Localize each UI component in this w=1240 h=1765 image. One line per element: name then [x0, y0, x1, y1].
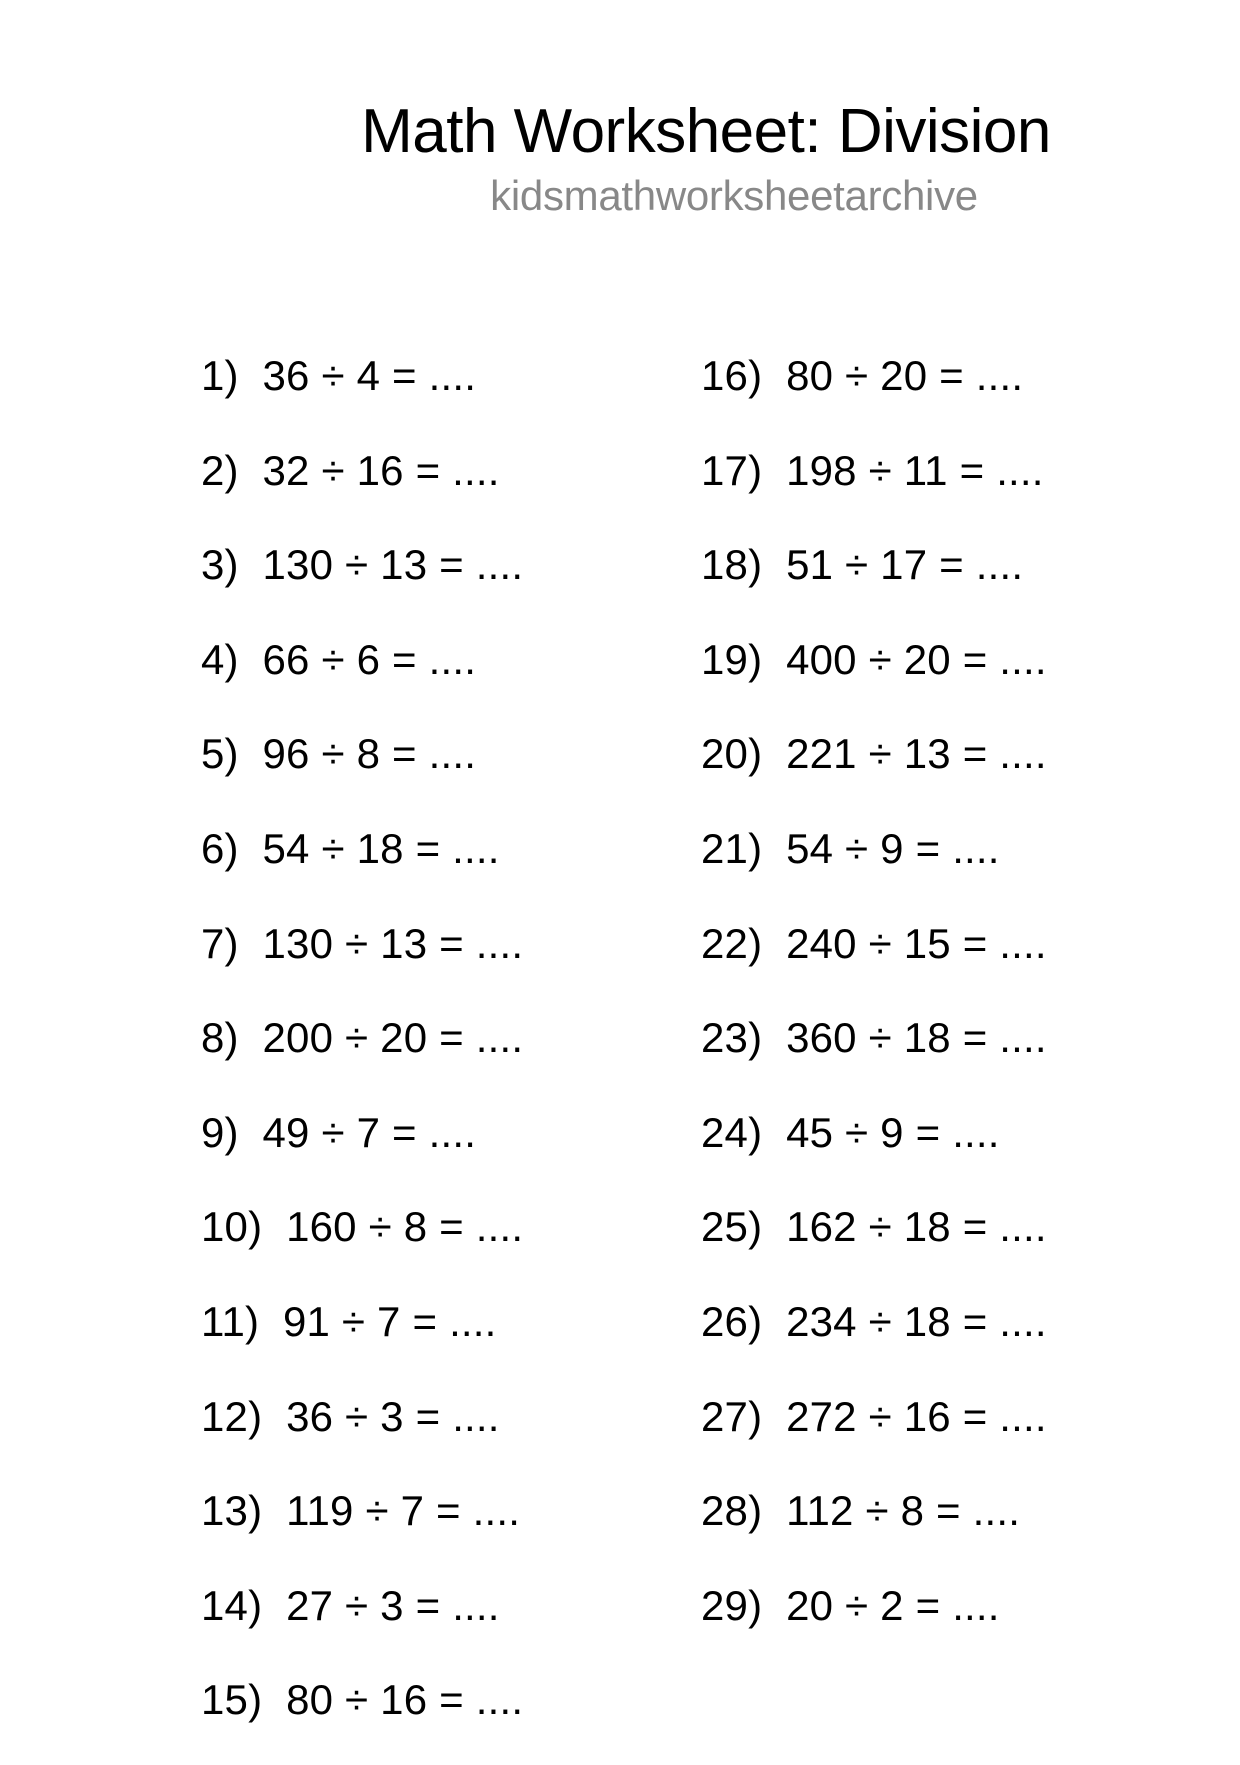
problem-item: [701, 819, 1047, 914]
problem-number: 15): [201, 1676, 263, 1724]
problem-item: [701, 1387, 1047, 1482]
problem-item: [201, 819, 523, 914]
problem-item: [201, 1103, 523, 1198]
problem-number: 23): [701, 1014, 763, 1062]
problem-item: [701, 1197, 1047, 1292]
problem-number: 26): [701, 1297, 763, 1345]
problem-expression: 160 ÷ 8 = ....: [286, 1203, 524, 1251]
problem-number: 29): [701, 1581, 763, 1629]
problem-item: [201, 441, 523, 536]
problem-expression: 66 ÷ 6 = ....: [262, 635, 477, 683]
problem-expression: 45 ÷ 9 = ....: [786, 1108, 1000, 1156]
problem-number: 17): [701, 446, 763, 494]
problem-item: [201, 630, 523, 725]
problem-number: 22): [701, 919, 763, 967]
problem-number: 12): [201, 1392, 263, 1440]
problem-item: [201, 535, 523, 630]
problem-item: [201, 724, 523, 819]
problem-number: 6): [201, 824, 239, 872]
worksheet-title: Math Worksheet: Division: [361, 97, 1051, 166]
problem-item: [701, 535, 1047, 630]
problem-item: [201, 1008, 523, 1103]
problem-item: [701, 1103, 1047, 1198]
problem-number: 11): [201, 1297, 260, 1345]
problem-number: 3): [201, 541, 239, 589]
problem-expression: 162 ÷ 18 = ....: [786, 1203, 1047, 1251]
problem-item: [201, 1292, 523, 1387]
problem-item: [701, 346, 1047, 441]
problem-number: 21): [701, 824, 763, 872]
problem-expression: 119 ÷ 7 = ....: [286, 1487, 521, 1535]
problem-number: 1): [201, 352, 239, 399]
problem-number: 28): [701, 1487, 763, 1535]
problem-expression: 96 ÷ 8 = ....: [262, 730, 477, 778]
problem-expression: 80 ÷ 16 = ....: [286, 1676, 524, 1724]
problem-item: [201, 1387, 523, 1482]
problem-expression: 36 ÷ 4 = ....: [262, 352, 477, 399]
problem-expression: 54 ÷ 18 = ....: [262, 824, 500, 872]
problem-number: 5): [201, 730, 239, 778]
problem-number: 18): [701, 541, 763, 589]
problem-expression: 54 ÷ 9 = ....: [786, 824, 1000, 872]
problem-number: 4): [201, 635, 239, 683]
problem-item: [201, 1197, 523, 1292]
problem-number: 19): [701, 635, 763, 683]
problem-number: 16): [701, 352, 763, 399]
problem-expression: 51 ÷ 17 = ....: [786, 541, 1024, 589]
problems-column-left: [201, 346, 523, 1765]
problem-item: [201, 1670, 523, 1765]
problem-item: [701, 630, 1047, 725]
problems-column-right: [701, 346, 1047, 1670]
problem-expression: 91 ÷ 7 = ....: [282, 1297, 497, 1345]
problem-number: 27): [701, 1392, 763, 1440]
problem-number: 9): [201, 1108, 239, 1156]
problem-expression: 27 ÷ 3 = ....: [286, 1581, 500, 1629]
problem-item: [701, 1481, 1047, 1576]
problem-number: 7): [201, 919, 239, 967]
problem-number: 2): [201, 446, 239, 494]
problem-item: [701, 1576, 1047, 1671]
problem-expression: 80 ÷ 20 = ....: [786, 352, 1024, 399]
problem-item: [701, 1008, 1047, 1103]
problem-expression: 112 ÷ 8 = ....: [786, 1487, 1021, 1535]
problem-expression: 272 ÷ 16 = ....: [786, 1392, 1047, 1440]
problem-number: 10): [201, 1203, 263, 1251]
problem-number: 20): [701, 730, 763, 778]
problem-item: [201, 346, 523, 441]
problem-expression: 400 ÷ 20 = ....: [786, 635, 1047, 683]
problem-item: [201, 1576, 523, 1671]
problem-number: 24): [701, 1108, 763, 1156]
problem-expression: 130 ÷ 13 = ....: [262, 541, 524, 589]
problem-number: 14): [201, 1581, 263, 1629]
problem-expression: 221 ÷ 13 = ....: [786, 730, 1047, 778]
problem-expression: 32 ÷ 16 = ....: [262, 446, 500, 494]
problem-expression: 130 ÷ 13 = ....: [262, 919, 524, 967]
problem-expression: 20 ÷ 2 = ....: [786, 1581, 1000, 1629]
problem-number: 25): [701, 1203, 763, 1251]
problem-item: [701, 441, 1047, 536]
problem-expression: 36 ÷ 3 = ....: [286, 1392, 500, 1440]
problem-number: 13): [201, 1487, 263, 1535]
problem-expression: 200 ÷ 20 = ....: [262, 1014, 524, 1062]
problem-expression: 234 ÷ 18 = ....: [786, 1297, 1047, 1345]
problem-number: 8): [201, 1014, 239, 1062]
problem-item: [701, 914, 1047, 1009]
problem-item: [201, 914, 523, 1009]
problem-expression: 360 ÷ 18 = ....: [786, 1014, 1047, 1062]
problem-item: [201, 1481, 523, 1576]
worksheet-source: kidsmathworksheetarchive: [490, 172, 978, 219]
problem-item: [701, 1292, 1047, 1387]
problem-expression: 49 ÷ 7 = ....: [262, 1108, 477, 1156]
problem-expression: 198 ÷ 11 = ....: [786, 446, 1044, 494]
problem-item: [701, 724, 1047, 819]
problem-expression: 240 ÷ 15 = ....: [786, 919, 1047, 967]
